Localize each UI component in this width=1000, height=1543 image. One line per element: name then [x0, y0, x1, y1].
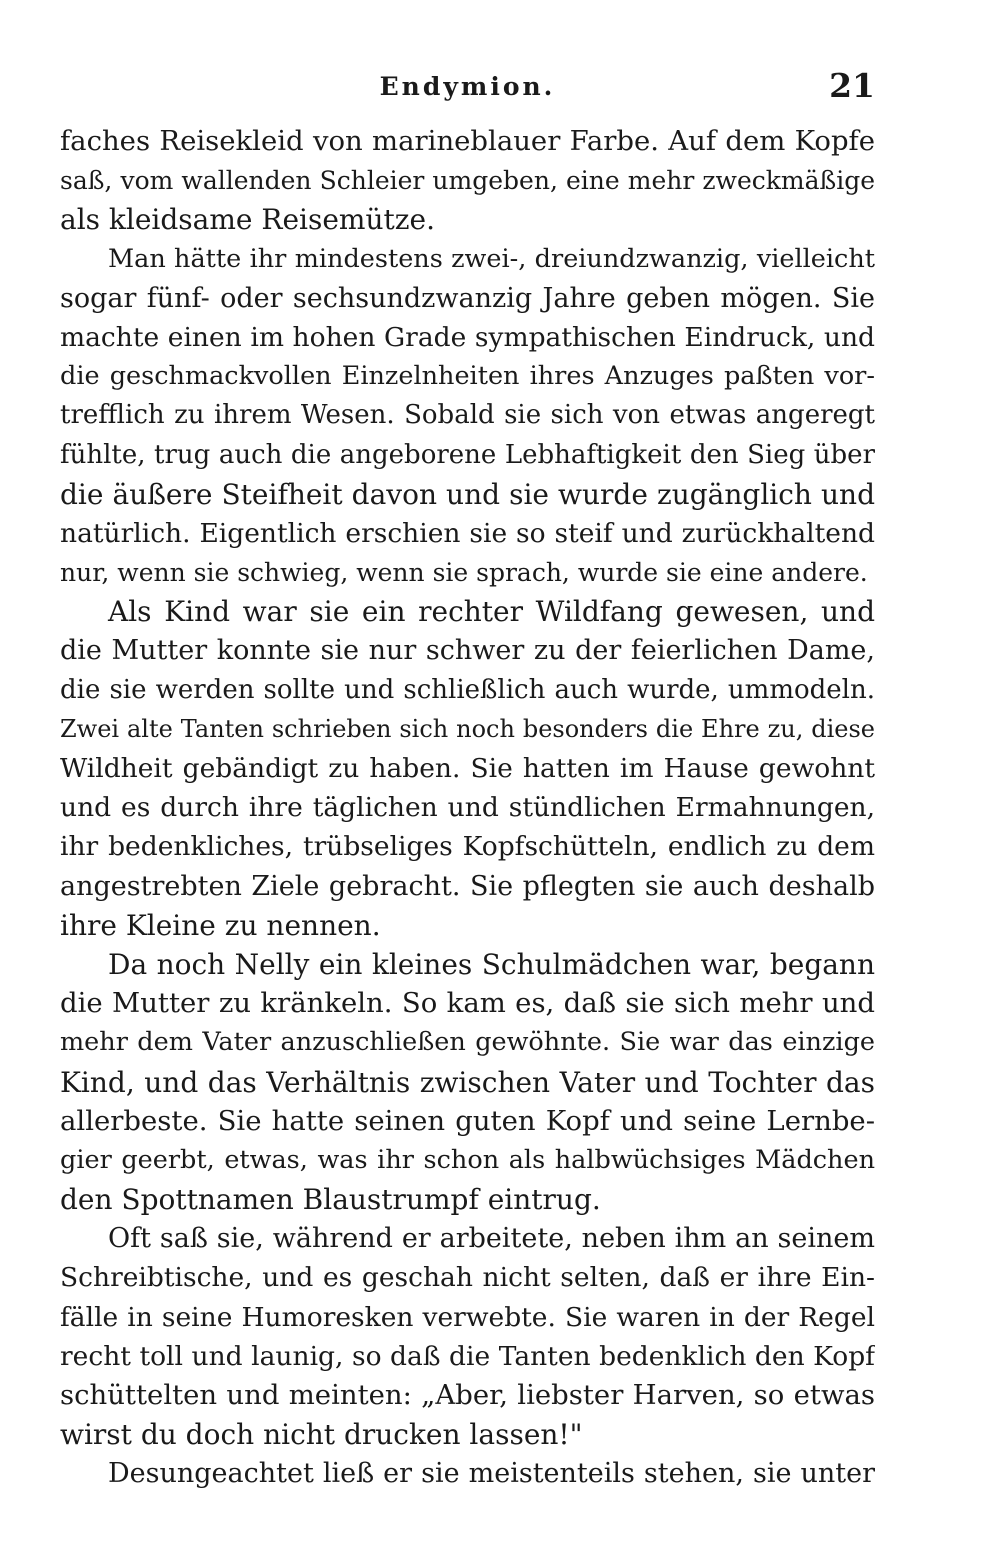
text-line: angestrebten Ziele gebracht. Sie pflegten sie auch deshalb [60, 870, 875, 902]
text-line: Man hätte ihr mindestens zwei-, dreiundzwanzig, vielleicht [108, 243, 875, 274]
text-line: den Spottnamen Blaustrumpf eintrug. [60, 1183, 601, 1217]
text-line: Da noch Nelly ein kleines Schulmädchen war, begann [108, 947, 875, 981]
text-line: sogar fünf- oder sechsundzwanzig Jahre geben mögen. Sie [60, 282, 875, 314]
text-line: die Mutter zu kränkeln. So kam es, daß sie sich mehr und [60, 987, 875, 1020]
page-number: 21 [829, 66, 875, 105]
text-line: fühlte, trug auch die angeborene Lebhaftigkeit den Sieg über [60, 439, 875, 470]
text-line: gier geerbt, etwas, was ihr schon als halbwüchsiges Mädchen [60, 1144, 875, 1175]
text-line: recht toll und launig, so daß die Tanten bedenklich den Kopf [60, 1340, 875, 1372]
text-line: als kleidsame Reisemütze. [60, 203, 435, 237]
text-line: die geschmackvollen Einzelnheiten ihres Anzuges paßten vor- [60, 361, 875, 392]
text-line: mehr dem Vater anzuschließen gewöhnte. Sie war das einzige [60, 1027, 875, 1058]
text-line: machte einen im hohen Grade sympathischen Eindruck, und [60, 321, 875, 353]
text-line: Wildheit gebändigt zu haben. Sie hatten im Hause gewohnt [60, 753, 875, 784]
text-line: ihre Kleine zu nennen. [60, 908, 381, 942]
text-line: allerbeste. Sie hatte seinen guten Kopf und seine Lernbe- [60, 1104, 875, 1137]
text-line: faches Reisekleid von marineblauer Farbe. Auf dem Kopfe [60, 125, 875, 157]
text-line: Oft saß sie, während er arbeitete, neben ihm an seinem [108, 1223, 875, 1255]
text-line: Schreibtische, und es geschah nicht selten, daß er ihre Ein- [60, 1262, 875, 1294]
text-line: Als Kind war sie ein rechter Wildfang gewesen, und [108, 595, 875, 629]
text-line: die sie werden sollte und schließlich auch wurde, ummodeln. [60, 674, 875, 705]
text-line: Desungeachtet ließ er sie meistenteils stehen, sie unter [108, 1458, 875, 1490]
text-line: natürlich. Eigentlich erschien sie so steif und zurückhaltend [60, 517, 875, 549]
text-line: Kind, und das Verhältnis zwischen Vater und Tochter das [60, 1065, 875, 1099]
text-line: ihr bedenkliches, trübseliges Kopfschütteln, endlich zu dem [60, 831, 875, 863]
running-title: Endymion. [379, 72, 556, 101]
text-line: wirst du doch nicht drucken lassen!" [60, 1418, 583, 1452]
text-line: die Mutter konnte sie nur schwer zu der feierlichen Dame, [60, 635, 875, 667]
running-head [60, 66, 875, 110]
text-line: nur, wenn sie schwieg, wenn sie sprach, wurde sie eine andere. [60, 558, 868, 588]
text-line: saß, vom wallenden Schleier umgeben, eine mehr zweckmäßige [60, 166, 875, 196]
text-line: die äußere Steifheit davon und sie wurde zugänglich und [60, 477, 875, 511]
text-line: trefflich zu ihrem Wesen. Sobald sie sich von etwas angeregt [60, 400, 875, 431]
body-text [60, 122, 875, 1494]
text-line: fälle in seine Humoresken verwebte. Sie waren in der Regel [60, 1301, 875, 1333]
text-line: und es durch ihre täglichen und stündlichen Ermahnungen, [60, 792, 875, 824]
text-line: schüttelten und meinten: „Aber, liebster Harven, so etwas [60, 1379, 875, 1411]
text-line: Zwei alte Tanten schrieben sich noch besonders die Ehre zu, diese [60, 714, 875, 743]
